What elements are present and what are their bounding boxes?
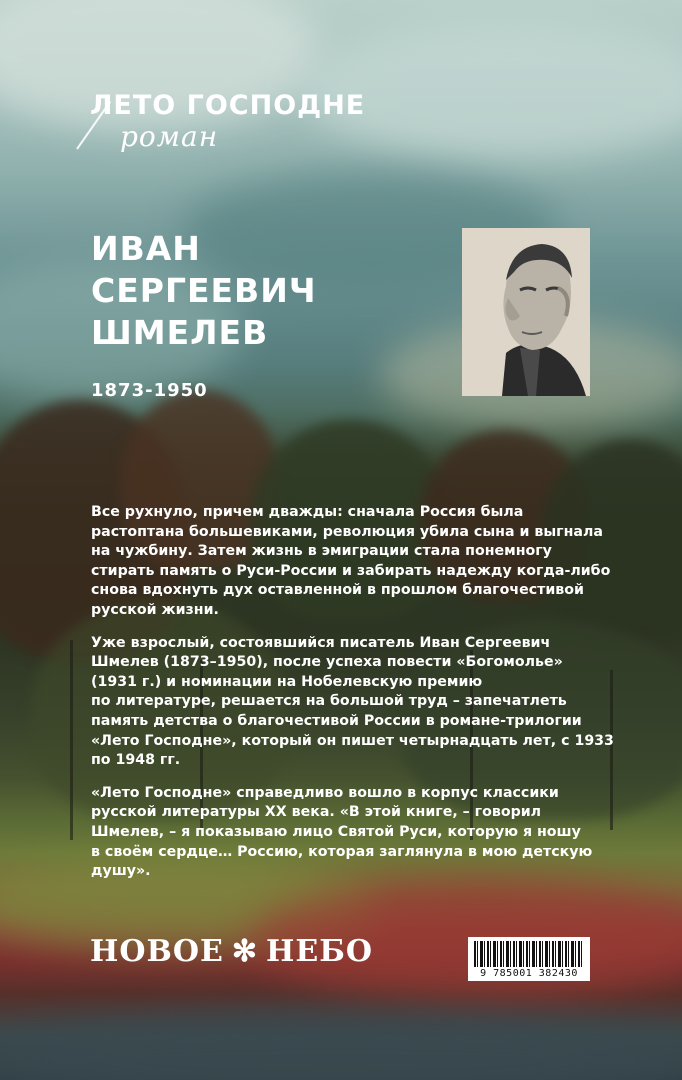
annotation-paragraph-2: Уже взрослый, состоявшийся писатель Иван Сергеевич Шмелев (1873–1950), после успеха повести «Богомолье» (1931 г.) и номинации на Нобелевскую премию по литературе, решается на большой труд – запечатлеть память детства о благочестивой России в романе-трилогии «Лето Господне», который он пишет четырнадцать лет, с 1933 по 1948 гг. — [91, 634, 614, 769]
author-name — [91, 228, 317, 354]
water-patch — [0, 1010, 682, 1080]
author-years: 1873-1950 — [91, 380, 208, 401]
barcode-bars — [474, 941, 584, 967]
publisher-logo — [90, 934, 373, 969]
tree-trunk — [70, 640, 73, 840]
author-patronymic: СЕРГЕЕВИЧ — [91, 271, 317, 310]
portrait-image — [462, 228, 590, 396]
annotation-paragraph-1: Все рухнуло, причем дважды: сначала Россия была растоптана большевиками, революция убила сына и выгнала на чужбину. Затем жизнь в эмиграции стала понемногу стирать память о Руси-России и забирать надежду когда-либо снова вдохнуть дух оставленной в прошлом благочестивой русской жизни. — [91, 504, 611, 618]
publisher-name-right: НЕБО — [265, 934, 373, 969]
author-portrait — [462, 228, 590, 396]
author-last-name: ШМЕЛЕВ — [91, 313, 269, 352]
publisher-name-left: НОВОЕ — [90, 934, 224, 969]
isbn-barcode — [468, 937, 590, 981]
snowflake-icon: ✻ — [231, 934, 258, 969]
genre-subtitle: роман — [120, 120, 219, 153]
book-title: ЛЕТО ГОСПОДНЕ — [90, 90, 366, 121]
annotation-paragraph-3: «Лето Господне» справедливо вошло в корпус классики русской литературы XX века. «В этой книге, – говорил Шмелев, – я показываю лицо Святой Руси, которую я ношу в своём сердце… Россию, которая заглянула в мою детскую душу». — [91, 784, 593, 880]
barcode-number: 9 785001 382430 — [480, 968, 578, 979]
annotation-text — [91, 503, 621, 895]
author-first-name: ИВАН — [91, 229, 201, 268]
